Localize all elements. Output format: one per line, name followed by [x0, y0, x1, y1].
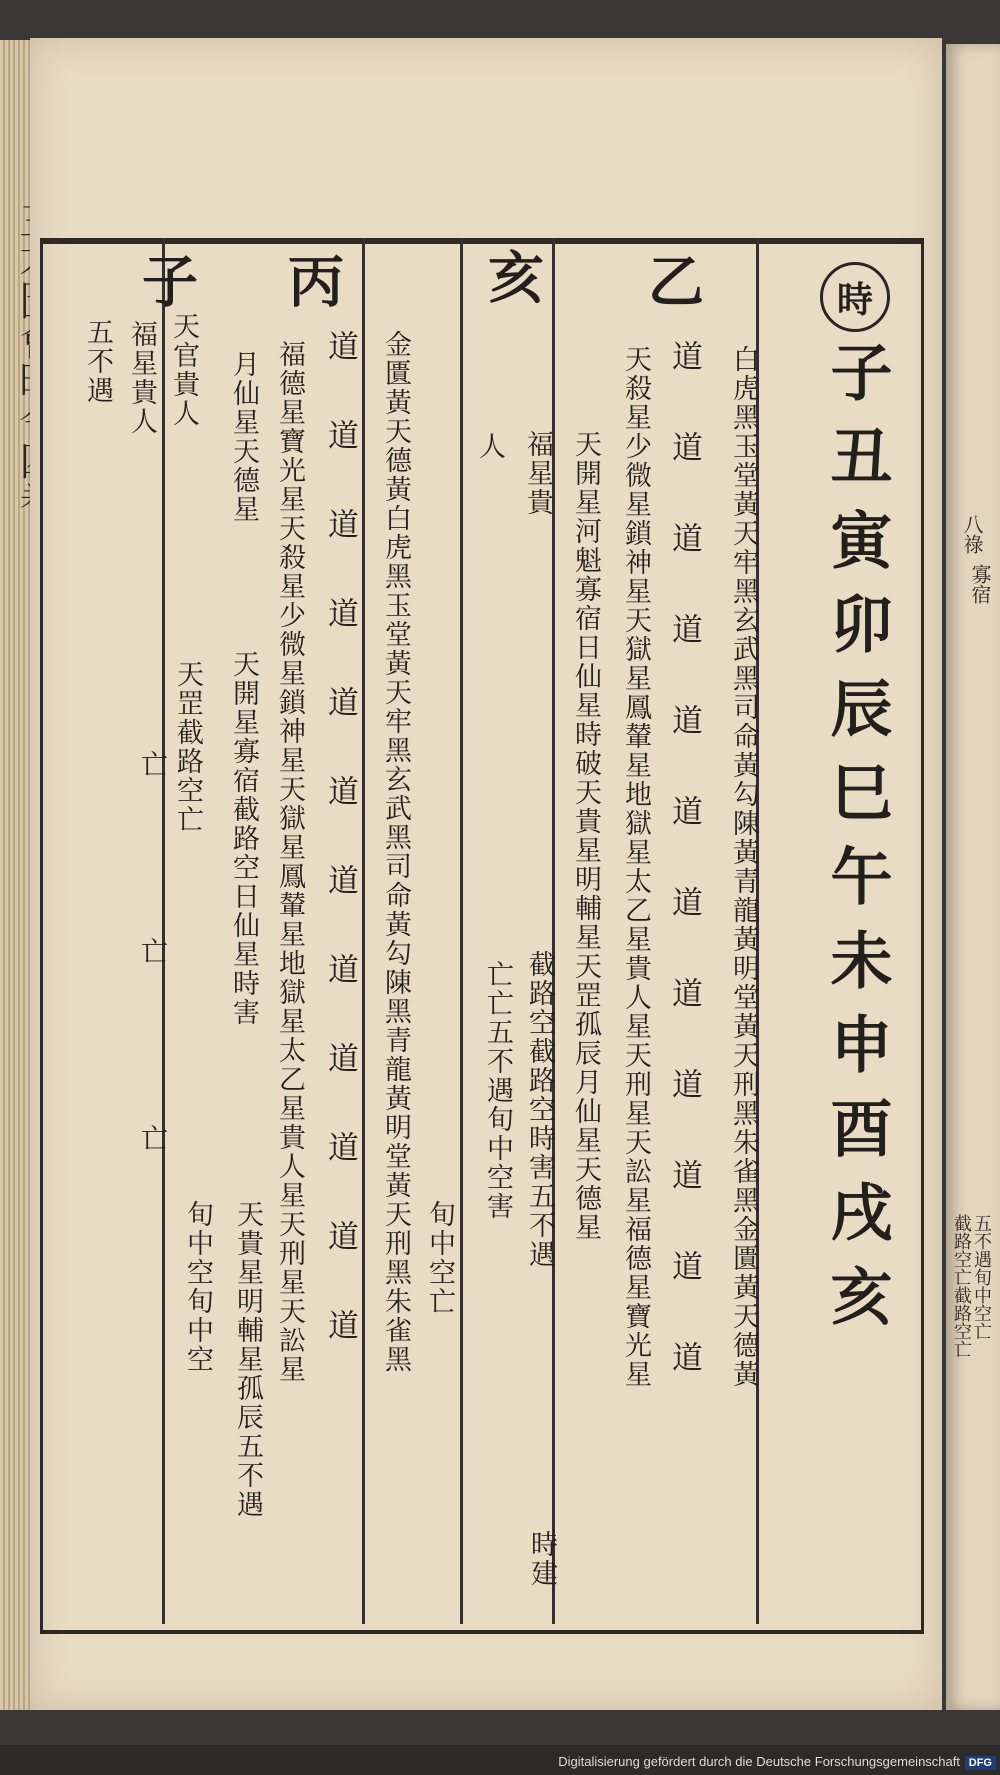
text-column: 天開星寡宿截路空日仙星時害 [228, 650, 259, 1027]
text-column: 福星貴人 [126, 320, 157, 436]
column-rule [460, 238, 463, 1624]
footer-credit: Digitalisierung gefördert durch die Deutsche Forschungsgemeinschaft [558, 1754, 960, 1769]
text-column: 亡亡亡 [136, 750, 167, 1311]
next-page-text: 五不遇旬中空亡 [971, 1214, 992, 1340]
text-column: 天貴星明輔星孤辰五不遇 [232, 1200, 263, 1519]
next-page-edge [946, 44, 1000, 1710]
hours-row: 子丑寅卯辰巳午未申酉戌亥 [820, 340, 893, 1348]
text-column: 旬中空旬中空 [182, 1200, 213, 1374]
text-column: 月仙星天德星 [228, 350, 259, 524]
next-page-text: 截路空亡截路空亡 [951, 1214, 972, 1358]
text-column: 天殺星少微星鎖神星天獄星鳳輦星地獄星太乙星貴人星天刑星天訟星福德星寶光星 [620, 345, 651, 1389]
text-column: 天官貴人 [168, 312, 199, 428]
next-page-text: 八祿 [960, 514, 984, 554]
text-column: 截路空截路空時害五不遇 [524, 950, 555, 1269]
text-column: 白虎黑玉堂黃天牢黑玄武黑司命黃勾陳黃青龍黃明堂黃天刑黑朱雀黑金匱黃天德黃 [728, 345, 759, 1389]
text-column: 天罡截路空亡 [172, 660, 203, 834]
text-column: 天開星河魁寡宿日仙星時破天貴星明輔星天罡孤辰月仙星天德星 [570, 430, 601, 1242]
text-column: 旬中空亡 [424, 1200, 455, 1316]
section-head: 丙 [279, 252, 345, 318]
section-head: 乙 [639, 252, 705, 318]
text-column: 亡亡五不遇旬中空害 [482, 960, 513, 1221]
section-head: 亥 [479, 248, 545, 314]
text-column: 道道道道道道道道道道道道 [666, 340, 702, 1432]
text-column: 時建 [526, 1530, 557, 1588]
text-column: 福德星寶光星天殺星少微星鎖神星天獄星鳳輦星地獄星太乙星貴人星天刑星天訟星 [274, 340, 305, 1384]
footer-bar [0, 1745, 1000, 1775]
text-column: 福星貴 [522, 430, 553, 517]
section-head: 子 [133, 252, 199, 318]
text-column: 道道道道道道道道道道道道 [322, 330, 358, 1398]
text-column: 金匱黃天德黃白虎黑玉堂黃天牢黑玄武黑司命黃勾陳黑青龍黃明堂黃天刑黑朱雀黑 [380, 330, 411, 1374]
next-page-text: 寡宿 [968, 564, 992, 604]
dfg-logo: DFG [965, 1756, 996, 1770]
text-column: 人 [474, 432, 505, 461]
text-column: 五不遇 [82, 318, 113, 405]
hour-badge: 時 [820, 262, 890, 332]
